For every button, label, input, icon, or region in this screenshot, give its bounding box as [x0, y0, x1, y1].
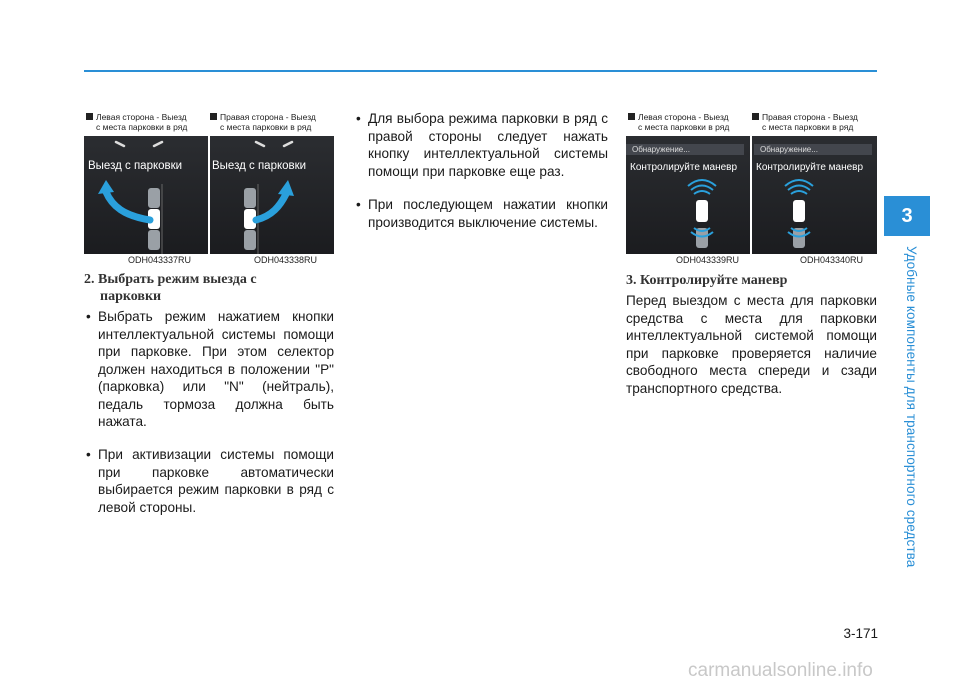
figure-code-left: ODH043337RU	[128, 255, 192, 265]
square-bullet-icon	[210, 113, 217, 120]
detecting-banner-left: Обнаружение...	[626, 144, 744, 155]
caption-line: Правая сторона - Выезд	[762, 112, 858, 122]
figure-code-left: ODH043339RU	[676, 255, 740, 265]
section-3-text: Перед выездом с места для парковки средства с места для парковки интеллектуальной системой помощи при парковке проверяется наличие свободного места спереди и сзади транспортного средства.	[626, 293, 877, 396]
figure-caption-left	[86, 112, 187, 132]
page-number: 3-171	[843, 626, 878, 641]
section-2-bullet-1: • Выбрать режим нажатием кнопки интеллектуальной системы помощи при парковке. При этом селектор должен находиться в положении "P" (парковка) или "N" (нейтраль), педаль тормоза должна быть нажата.	[84, 308, 334, 431]
caption-line: Левая сторона - Выезд	[638, 112, 729, 122]
figure-check-maneuver	[626, 108, 877, 268]
caption-line: с места парковки в ряд	[638, 122, 730, 132]
figure-caption-right	[752, 112, 858, 132]
heading-line: парковки	[100, 289, 162, 304]
caption-line: с места парковки в ряд	[220, 122, 312, 132]
detecting-banner-right: Обнаружение...	[754, 144, 872, 155]
section-3-heading: 3. Контролируйте маневр	[626, 273, 788, 288]
exit-arrow-right	[256, 194, 286, 220]
exit-parking-illustration	[84, 136, 334, 254]
top-rule	[84, 70, 877, 72]
exit-arrow-left	[106, 192, 150, 220]
square-bullet-icon	[752, 113, 759, 120]
caption-line: Левая сторона - Выезд	[96, 112, 187, 122]
caption-line: Правая сторона - Выезд	[220, 112, 316, 122]
middle-bullet-2: • При последующем нажатии кнопки производится выключение системы.	[354, 196, 608, 231]
section-2-heading	[84, 271, 334, 305]
section-2-bullet-2: • При активизации системы помощи при парковке автоматически выбирается режим парковки в ряд с левой стороны.	[84, 446, 334, 516]
middle-bullet-1: • Для выбора режима парковки в ряд с правой стороны следует нажать кнопку интеллектуальной системы помощи при парковке еще раз.	[354, 110, 608, 180]
figure-exit-parking	[84, 108, 334, 268]
caption-line: с места парковки в ряд	[96, 122, 188, 132]
figure-caption-right	[210, 112, 316, 132]
screen-title-right: Выезд с парковки	[212, 160, 307, 172]
square-bullet-icon	[86, 113, 93, 120]
display-screen	[626, 136, 877, 254]
screen-title-left: Контролируйте маневр	[630, 162, 738, 173]
watermark: carmanualsonline.info	[688, 660, 873, 681]
figure-code-right: ODH043338RU	[254, 255, 318, 265]
screen-title-right: Контролируйте маневр	[756, 162, 864, 173]
square-bullet-icon	[628, 113, 635, 120]
figure-code-right: ODH043340RU	[800, 255, 864, 265]
display-screen	[84, 136, 334, 254]
screen-title-left: Выезд с парковки	[88, 160, 183, 172]
chapter-tab: 3	[884, 196, 930, 236]
heading-line: 2. Выбрать режим выезда с	[84, 272, 257, 287]
figure-caption-left	[628, 112, 729, 132]
sensor-illustration	[626, 136, 877, 254]
caption-line: с места парковки в ряд	[762, 122, 854, 132]
chapter-title: Удобные компоненты для транспортного средства	[904, 246, 919, 568]
